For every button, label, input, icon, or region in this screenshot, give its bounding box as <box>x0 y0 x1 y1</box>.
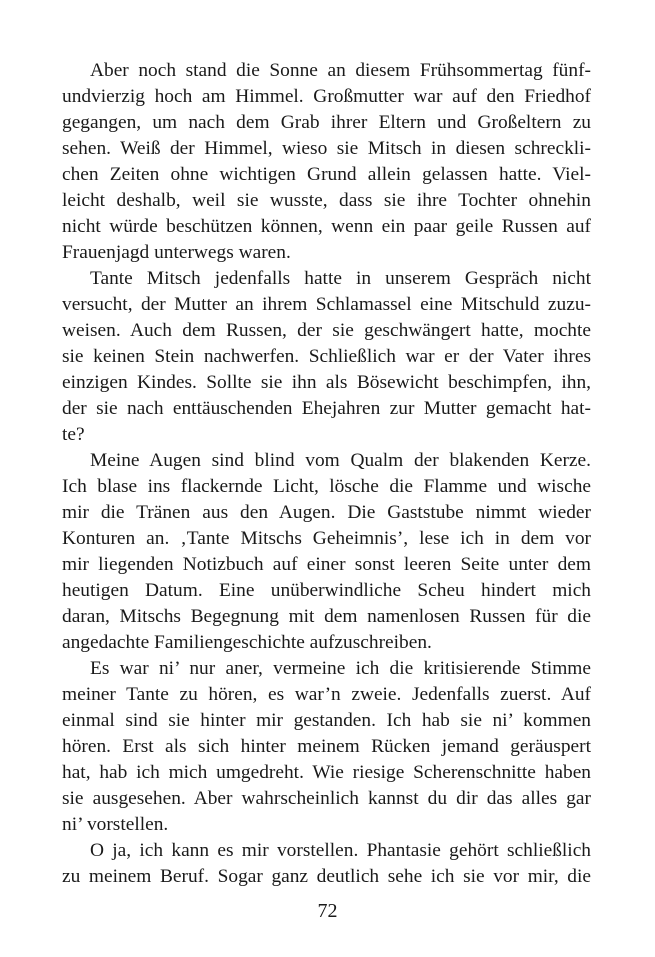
text-line: Tante Mitsch jedenfalls hatte in unserem Gespräch nicht <box>90 268 591 289</box>
text-line: sie keinen Stein nachwerfen. Schließlich war er der Vater ihres <box>62 346 591 367</box>
text-line: versucht, der Mutter an ihrem Schlamassel eine Mitschuld zuzu- <box>62 294 591 315</box>
text-line: heutigen Datum. Eine unüberwindliche Scheu hindert mich <box>62 580 591 601</box>
text-line: einzigen Kindes. Sollte sie ihn als Bösewicht beschimpfen, ihn, <box>62 372 591 393</box>
text-line: leicht deshalb, weil sie wusste, dass sie ihre Tochter ohnehin <box>62 190 591 211</box>
text-line: sehen. Weiß der Himmel, wieso sie Mitsch in diesen schreckli- <box>62 138 591 159</box>
text-line: Aber noch stand die Sonne an diesem Frühsommertag fünf- <box>90 60 591 81</box>
text-line: zu meinem Beruf. Sogar ganz deutlich sehe ich sie vor mir, die <box>62 866 591 887</box>
text-line: Konturen an. ‚Tante Mitschs Geheimnis’, lese ich in dem vor <box>62 528 591 549</box>
text-line: der sie nach enttäuschenden Ehejahren zur Mutter gemacht hat- <box>62 398 591 419</box>
text-line: hat, hab ich mich umgedreht. Wie riesige Scherenschnitte haben <box>62 762 591 783</box>
text-line: sie ausgesehen. Aber wahrscheinlich kannst du dir das alles gar <box>62 788 591 809</box>
text-line: meiner Tante zu hören, es war’n zweie. Jedenfalls zuerst. Auf <box>62 684 591 705</box>
text-line: hören. Erst als sich hinter meinem Rücken jemand geräuspert <box>62 736 591 757</box>
text-line: O ja, ich kann es mir vorstellen. Phantasie gehört schließlich <box>90 840 591 861</box>
text-line: nicht würde beschützen können, wenn ein paar geile Russen auf <box>62 216 591 237</box>
text-line: einmal sind sie hinter mir gestanden. Ich hab sie ni’ kommen <box>62 710 591 731</box>
text-line: Frauenjagd unterwegs waren. <box>62 242 291 263</box>
text-line: mir liegenden Notizbuch auf einer sonst leeren Seite unter dem <box>62 554 591 575</box>
text-line: Ich blase ins flackernde Licht, lösche die Flamme und wische <box>62 476 591 497</box>
text-line: weisen. Auch dem Russen, der sie geschwängert hatte, mochte <box>62 320 591 341</box>
text-line: ni’ vorstellen. <box>62 814 169 835</box>
text-line: gegangen, um nach dem Grab ihrer Eltern und Großeltern zu <box>62 112 591 133</box>
text-line: angedachte Familiengeschichte aufzuschreiben. <box>62 632 432 653</box>
text-line: Meine Augen sind blind vom Qualm der blakenden Kerze. <box>90 450 591 471</box>
page-number: 72 <box>317 900 338 922</box>
text-line: Es war ni’ nur aner, vermeine ich die kritisierende Stimme <box>90 658 591 679</box>
text-line: undvierzig hoch am Himmel. Großmutter war auf den Friedhof <box>62 86 591 107</box>
text-line: te? <box>62 424 85 445</box>
text-line: daran, Mitschs Begegnung mit dem namenlosen Russen für die <box>62 606 591 627</box>
text-line: chen Zeiten ohne wichtigen Grund allein gelassen hatte. Viel- <box>62 164 591 185</box>
text-line: mir die Tränen aus den Augen. Die Gaststube nimmt wieder <box>62 502 591 523</box>
